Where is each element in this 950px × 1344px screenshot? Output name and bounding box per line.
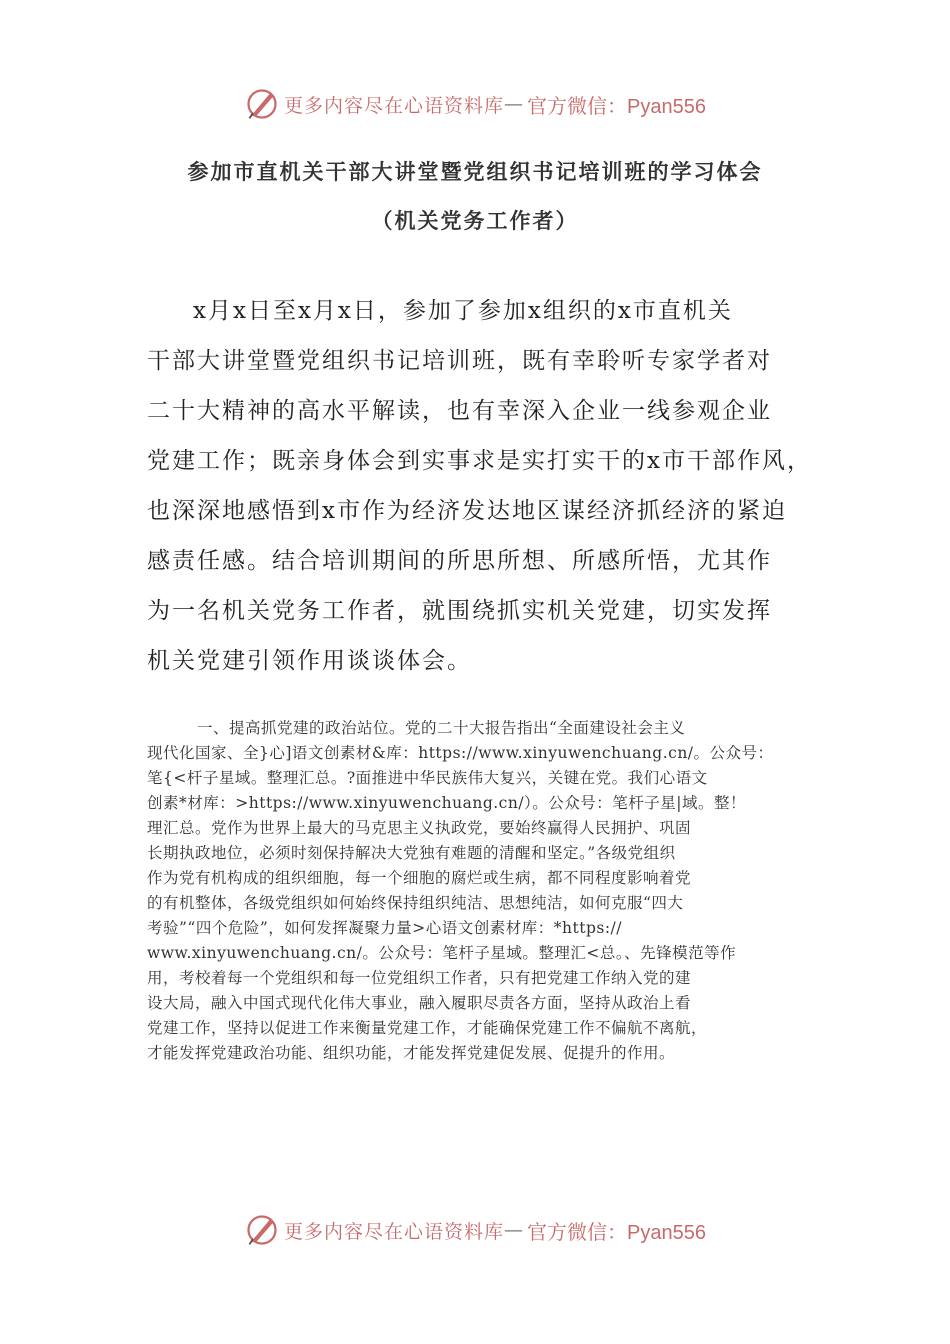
- section-line: 作为党有机构成的组织细胞，每一个细胞的腐烂或生病，都不同程度影响着党: [147, 869, 692, 887]
- section-line: 的有机整体，各级党组织如何始终保持组织纯洁、思想纯洁，如何克服“四大: [147, 894, 684, 912]
- section-line: 笔{<杆子星域。整理汇总。?面推进中华民族伟大复兴，关键在党。我们心语文: [147, 769, 708, 787]
- quill-pen-logo-icon: [244, 86, 280, 122]
- document-title: 参加市直机关干部大讲堂暨党组织书记培训班的学习体会: [187, 160, 763, 184]
- section-line: 考验”“四个危险”，如何发挥凝聚力量>心语文创素材库：*https://: [147, 919, 622, 937]
- section-line: 长期执政地位，必须时刻保持解决大党独有难题的清醒和坚定。”各级党组织: [147, 844, 676, 862]
- intro-line: 二十大精神的高水平解读，也有幸深入企业一线参观企业: [147, 398, 772, 424]
- section-line: 才能发挥党建政治功能、组织功能，才能发挥党建促发展、促提升的作用。: [147, 1044, 676, 1062]
- banner-wechat: 官方微信：Pyan556: [527, 1221, 706, 1244]
- section-line: 一、提高抓党建的政治站位。党的二十大报告指出“全面建设社会主义: [197, 719, 686, 737]
- section-line: 党建工作，坚持以促进工作来衡量党建工作，才能确保党建工作不偏航不离航，: [147, 1019, 708, 1037]
- section-line: 设大局，融入中国式现代化伟大事业，融入履职尽责各方面，坚持从政治上看: [147, 994, 692, 1012]
- intro-line: 党建工作；既亲身体会到实事求是实打实干的x市干部作风，: [147, 448, 812, 474]
- quill-pen-logo-icon: [244, 1212, 280, 1248]
- section-line: 用，考校着每一个党组织和每一位党组织工作者，只有把党建工作纳入党的建: [147, 969, 692, 987]
- header-banner: [0, 80, 950, 128]
- banner-separator: —: [504, 93, 524, 115]
- intro-line: x月x日至x月x日，参加了参加x组织的x市直机关: [193, 298, 733, 324]
- section-line: 理汇总。党作为世界上最大的马克思主义执政党，要始终赢得人民拥护、巩固: [147, 819, 692, 837]
- intro-line: 机关党建引领作用谈谈体会。: [147, 648, 472, 674]
- section-one-paragraph: [147, 716, 802, 1066]
- section-line: www.xinyuwenchuang.cn/。公众号：笔杆子星域。整理汇<总。、先锋模范等作: [147, 944, 737, 962]
- intro-line: 干部大讲堂暨党组织书记培训班，既有幸聆听专家学者对: [147, 348, 772, 374]
- banner-wechat: 官方微信：Pyan556: [527, 95, 706, 118]
- banner-text: 更多内容尽在心语资料库: [284, 1220, 505, 1243]
- banner-separator: —: [504, 1219, 524, 1241]
- section-line: 创素*材库：>https://www.xinyuwenchuang.cn/）。公众号：笔杆子星|域。整！: [147, 794, 747, 812]
- intro-line: 为一名机关党务工作者，就围绕抓实机关党建，切实发挥: [147, 598, 772, 624]
- footer-banner: [0, 1206, 950, 1254]
- section-line: 现代化国家、全}心]语文创素材&库：https://www.xinyuwenchuang.cn/。公众号：: [147, 744, 774, 762]
- banner-text: 更多内容尽在心语资料库: [284, 94, 505, 117]
- intro-line: 感责任感。结合培训期间的所思所想、所感所悟，尤其作: [147, 548, 772, 574]
- intro-line: 也深深地感悟到x市作为经济发达地区谋经济抓经济的紧迫: [147, 498, 787, 524]
- document-subtitle: （机关党务工作者）: [371, 209, 579, 233]
